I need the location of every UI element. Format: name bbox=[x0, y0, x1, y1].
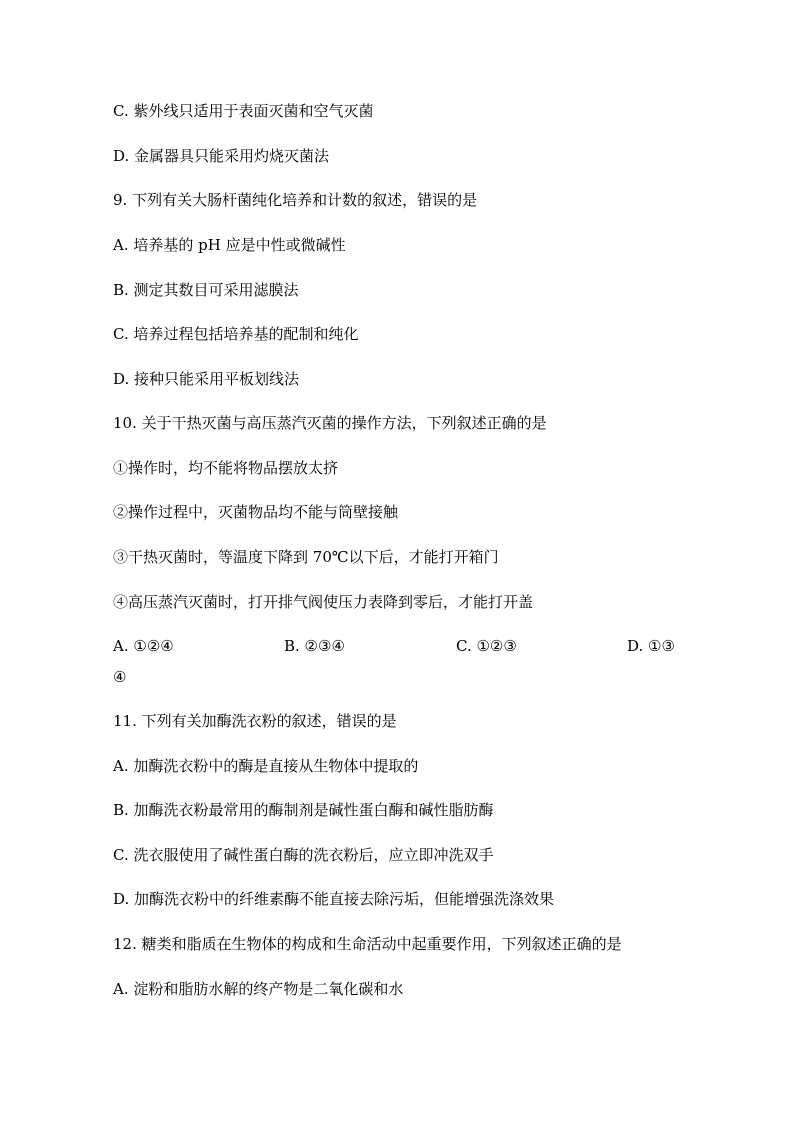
q10-option-d: D. ①③ bbox=[627, 637, 675, 655]
q10-option-c: C. ①②③ bbox=[456, 637, 517, 655]
q10-statement-4: ④高压蒸汽灭菌时，打开排气阀使压力表降到零后，才能打开盖 bbox=[113, 593, 534, 611]
q10-stem: 10. 关于干热灭菌与高压蒸汽灭菌的操作方法，下列叙述正确的是 bbox=[113, 414, 547, 432]
q10-statement-2: ②操作过程中，灭菌物品均不能与筒壁接触 bbox=[113, 503, 399, 521]
q10-option-d-wrap: ④ bbox=[113, 668, 127, 686]
q10-statement-1: ①操作时，均不能将物品摆放太挤 bbox=[113, 459, 339, 477]
q11-option-b: B. 加酶洗衣粉最常用的酶制剂是碱性蛋白酶和碱性脂肪酶 bbox=[113, 801, 494, 819]
q11-option-c: C. 洗衣服使用了碱性蛋白酶的洗衣粉后，应立即冲洗双手 bbox=[113, 846, 494, 864]
q10-statement-3: ③干热灭菌时，等温度下降到 70℃以下后，才能打开箱门 bbox=[113, 548, 499, 566]
q9-option-a: A. 培养基的 pH 应是中性或微碱性 bbox=[113, 236, 346, 254]
q9-option-b: B. 测定其数目可采用滤膜法 bbox=[113, 281, 299, 299]
q8-option-d: D. 金属器具只能采用灼烧灭菌法 bbox=[113, 147, 330, 165]
q9-option-d: D. 接种只能采用平板划线法 bbox=[113, 370, 300, 388]
q11-option-a: A. 加酶洗衣粉中的酶是直接从生物体中提取的 bbox=[113, 757, 419, 775]
q9-option-c: C. 培养过程包括培养基的配制和纯化 bbox=[113, 325, 359, 343]
q12-stem: 12. 糖类和脂质在生物体的构成和生命活动中起重要作用，下列叙述正确的是 bbox=[113, 935, 622, 953]
q10-option-b: B. ②③④ bbox=[284, 637, 345, 655]
q9-stem: 9. 下列有关大肠杆菌纯化培养和计数的叙述，错误的是 bbox=[113, 191, 478, 209]
q11-option-d: D. 加酶洗衣粉中的纤维素酶不能直接去除污垢，但能增强洗涤效果 bbox=[113, 890, 555, 908]
q12-option-a: A. 淀粉和脂肪水解的终产物是二氧化碳和水 bbox=[113, 980, 404, 998]
q8-option-c: C. 紫外线只适用于表面灭菌和空气灭菌 bbox=[113, 102, 374, 120]
q10-option-a: A. ①②④ bbox=[113, 637, 174, 655]
q11-stem: 11. 下列有关加酶洗衣粉的叙述，错误的是 bbox=[113, 712, 397, 730]
